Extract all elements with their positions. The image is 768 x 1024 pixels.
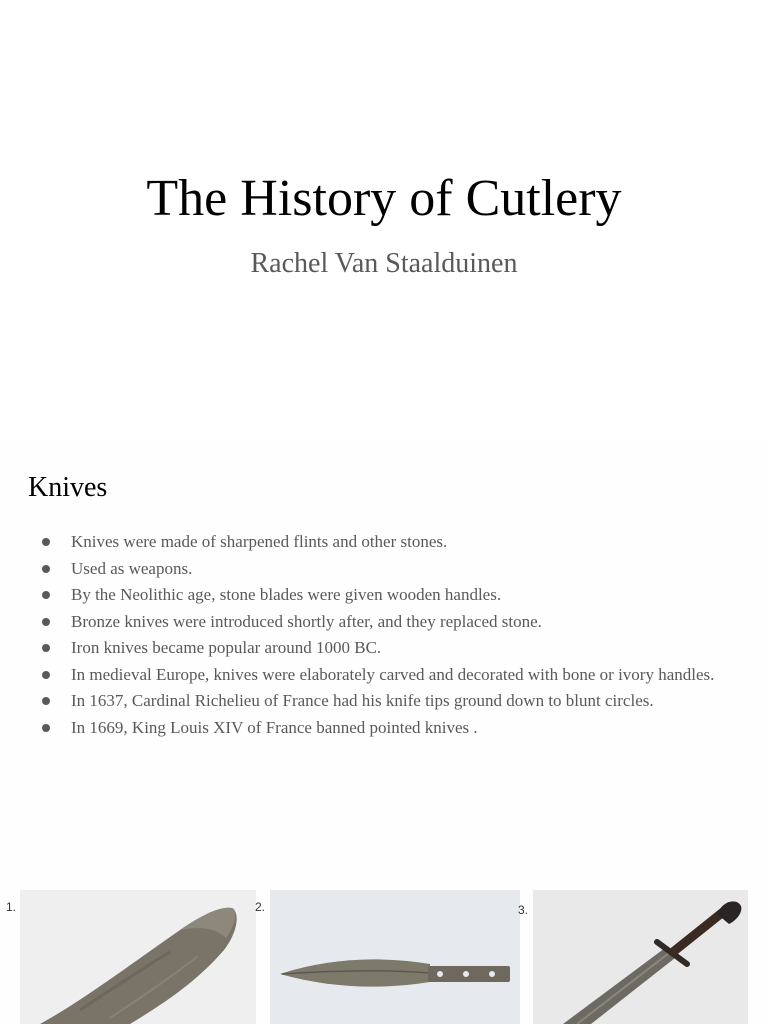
presentation-title: The History of Cutlery — [146, 170, 622, 227]
list-item — [42, 715, 742, 742]
bullet-dot-icon — [42, 697, 50, 705]
bullet-dot-icon — [42, 618, 50, 626]
list-item-text: Bronze knives were introduced shortly after, and they replaced stone. — [71, 611, 542, 631]
list-item — [42, 582, 742, 609]
bullet-list — [42, 529, 742, 741]
bullet-dot-icon — [42, 565, 50, 573]
photo-label-2: 2. — [255, 900, 266, 914]
flint-blade-photo — [20, 890, 256, 1024]
bullet-dot-icon — [42, 671, 50, 679]
list-item-text: Knives were made of sharpened flints and other stones. — [71, 532, 448, 551]
presentation-author: Rachel Van Staalduinen — [250, 248, 518, 279]
list-item-text: Iron knives became popular around 1000 BC. — [71, 638, 382, 657]
list-item — [42, 609, 742, 636]
list-item-text: Used as weapons. — [71, 558, 193, 578]
photo-label-1: 1. — [6, 900, 17, 914]
knives-slide — [0, 440, 768, 1024]
list-item — [42, 662, 742, 689]
bronze-blade-photo — [270, 890, 520, 1024]
bullet-dot-icon — [42, 724, 50, 732]
iron-dagger-photo — [533, 890, 748, 1024]
bullet-dot-icon — [42, 591, 50, 599]
bullet-dot-icon — [42, 644, 50, 652]
list-item — [42, 688, 742, 715]
list-item — [42, 529, 742, 556]
list-item — [42, 635, 742, 662]
photo-label-3: 3. — [518, 903, 529, 917]
bullet-dot-icon — [42, 538, 50, 546]
list-item-text: By the Neolithic age, stone blades were given wooden handles. — [71, 585, 502, 604]
title-slide — [0, 0, 768, 432]
section-heading: Knives — [28, 472, 108, 503]
list-item — [42, 556, 742, 583]
list-item-text: In medieval Europe, knives were elaborately carved and decorated with bone or ivory handles. — [71, 664, 715, 684]
list-item-text: In 1637, Cardinal Richelieu of France had his knife tips ground down to blunt circles. — [71, 691, 654, 710]
list-item-text: In 1669, King Louis XIV of France banned pointed knives . — [71, 717, 478, 737]
